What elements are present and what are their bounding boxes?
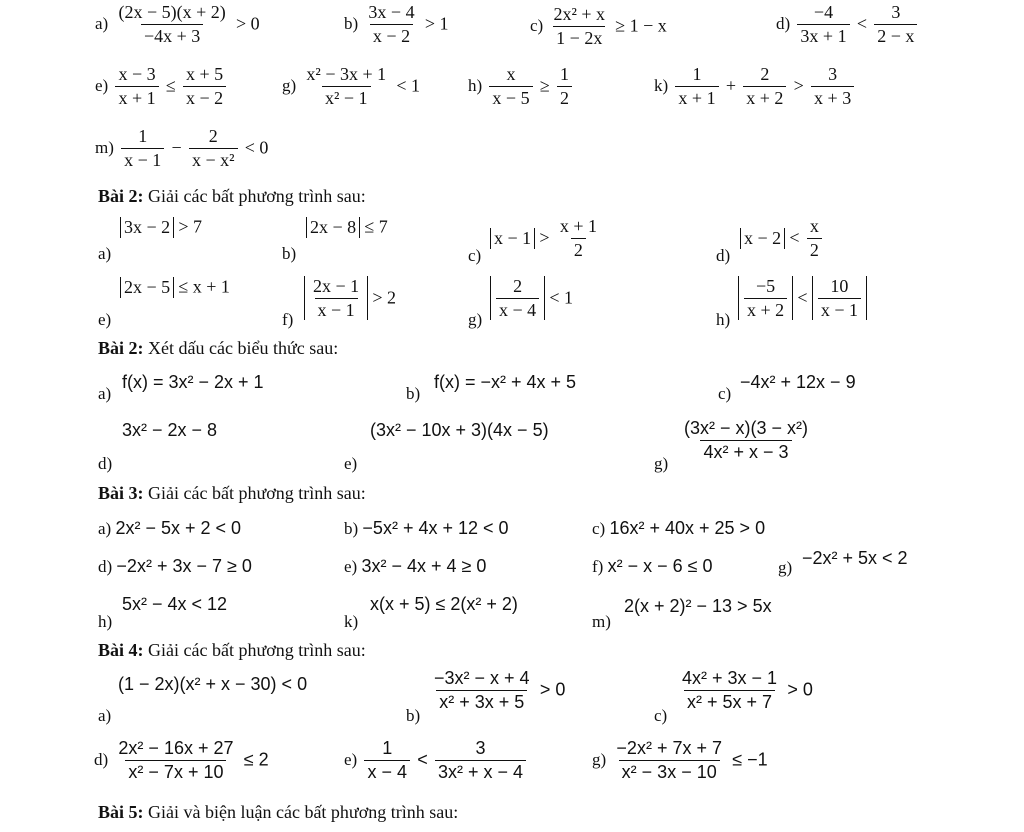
relation: < 1 [396, 75, 421, 96]
relation: ≤ 2 [243, 749, 269, 770]
label: m) [592, 612, 611, 631]
numerator: 3 [891, 2, 901, 22]
denominator: 2 [807, 238, 822, 261]
label: b) [406, 384, 421, 403]
denominator: x + 1 [675, 86, 718, 109]
label: e) [344, 750, 358, 770]
relation: > [793, 75, 804, 96]
label: h) [716, 310, 731, 329]
label: b) [344, 519, 359, 538]
denominator: 3x² + x − 4 [435, 760, 526, 783]
relation: > [539, 227, 550, 248]
heading-text: Giải các bất phương trình sau: [148, 640, 366, 660]
numerator: x + 1 [559, 216, 597, 236]
relation: < [417, 749, 428, 770]
numerator: 1 [692, 64, 702, 84]
numerator: 2x² + x [553, 4, 606, 24]
exercise-3d [98, 556, 252, 577]
expression: 2(x + 2)² − 13 > 5x [624, 596, 772, 616]
denominator: x − 4 [364, 760, 410, 783]
absolute-value: x − 2 [740, 228, 785, 249]
numerator: 2x² − 16x + 27 [118, 738, 234, 758]
denominator: x² − 7x + 10 [125, 760, 226, 783]
exercise-1e [95, 64, 229, 108]
relation: > 0 [787, 679, 813, 700]
expression: x(x + 5) ≤ 2(x² + 2) [370, 594, 518, 614]
section-heading-bai-5 [98, 802, 458, 823]
relation: > 1 [424, 13, 449, 34]
numerator: x [809, 216, 819, 236]
expression: −2x² + 3x − 7 ≥ 0 [116, 556, 252, 576]
label: c) [718, 384, 732, 403]
numerator: 3 [828, 64, 838, 84]
denominator: x² − 1 [322, 86, 371, 109]
numerator: 3 [475, 738, 486, 758]
numerator: −3x² − x + 4 [434, 668, 530, 688]
exercise-3f [592, 556, 713, 577]
expression: −2x² + 5x < 2 [802, 548, 908, 568]
section-heading-bai-4 [98, 640, 366, 661]
section-heading-bai-3 [98, 483, 366, 504]
denominator: x + 3 [811, 86, 854, 109]
heading-text: Giải và biện luận các bất phương trình sau: [148, 802, 459, 822]
relation: < [789, 227, 800, 248]
exercise-4g [592, 738, 768, 782]
denominator: −4x + 3 [141, 24, 203, 47]
exercise-4e [344, 738, 529, 782]
label: h) [468, 76, 483, 96]
expression: −5x² + 4x + 12 < 0 [362, 518, 509, 538]
relation: ≤ [165, 75, 176, 96]
label: a) [98, 706, 112, 725]
label: g) [592, 750, 607, 770]
label: c) [530, 16, 544, 36]
absolute-value: 2x − 8 [306, 217, 360, 238]
denominator: 4x² + x − 3 [700, 440, 791, 463]
exercise-1b [344, 2, 448, 46]
exercise-3a [98, 518, 241, 539]
numerator: 2 [208, 126, 218, 146]
numerator: x − 3 [118, 64, 156, 84]
relation: < [856, 13, 867, 34]
expression: (3x² − 10x + 3)(4x − 5) [370, 420, 549, 440]
heading-number: Bài 3: [98, 483, 144, 503]
label: e) [344, 454, 358, 473]
expression: 3x² − 2x − 8 [122, 420, 218, 440]
heading-text: Giải các bất phương trình sau: [148, 186, 366, 206]
section-heading-bai-2 [98, 186, 366, 207]
label: b) [282, 244, 297, 263]
denominator: 2 [557, 86, 572, 109]
label: e) [344, 557, 358, 576]
label: b) [406, 706, 421, 725]
exercise-1k [654, 64, 857, 108]
heading-number: Bài 2: [98, 186, 144, 206]
denominator: x² + 3x + 5 [436, 690, 527, 713]
exercise-1d [776, 2, 920, 46]
denominator: x − 4 [496, 298, 539, 321]
label: e) [95, 76, 109, 96]
relation: < 1 [549, 287, 574, 308]
numerator: 1 [382, 738, 393, 758]
exercise-3c [592, 518, 765, 539]
numerator: 1 [559, 64, 569, 84]
label: c) [654, 706, 668, 725]
relation: > 2 [372, 287, 397, 308]
label: d) [716, 246, 731, 265]
denominator: x − 1 [315, 298, 358, 321]
label: k) [344, 612, 359, 631]
label: d) [94, 750, 109, 770]
numerator: 3x − 4 [368, 2, 415, 22]
relation: ≤ 7 [364, 216, 388, 237]
label: g) [468, 310, 483, 329]
label: g) [654, 454, 669, 473]
denominator: x² + 5x + 7 [684, 690, 775, 713]
denominator: x − 2 [370, 24, 413, 47]
relation: > 0 [236, 13, 260, 34]
heading-number: Bài 4: [98, 640, 144, 660]
heading-number: Bài 5: [98, 802, 144, 822]
denominator: x − x² [189, 148, 238, 171]
label: k) [654, 76, 669, 96]
absolute-value: 3x − 2 [120, 217, 174, 238]
numerator: 1 [138, 126, 148, 146]
exercise-3e [344, 556, 486, 577]
absolute-value: x − 1 [490, 228, 535, 249]
denominator: x − 5 [489, 86, 532, 109]
numerator: (2x − 5)(x + 2) [118, 2, 226, 22]
heading-text: Giải các bất phương trình sau: [148, 483, 366, 503]
label: a) [98, 384, 112, 403]
exercise-3b [344, 518, 509, 539]
numerator: 2x − 1 [313, 276, 360, 296]
label: c) [592, 519, 606, 538]
label: e) [98, 310, 112, 329]
denominator: 2 [571, 238, 586, 261]
absolute-value: 2x − 5 [120, 277, 174, 298]
relation: > 7 [178, 216, 203, 237]
denominator: x − 1 [121, 148, 164, 171]
label: f) [282, 310, 294, 329]
label: g) [778, 558, 793, 577]
expression: x² − x − 6 ≤ 0 [607, 556, 713, 576]
relation: ≤ x + 1 [178, 276, 230, 297]
expression: (1 − 2x)(x² + x − 30) < 0 [118, 674, 308, 694]
exercise-1a [95, 2, 260, 46]
exercise-1h [468, 64, 575, 108]
section-heading-bai-2-sign [98, 338, 338, 359]
numerator: (3x² − x)(3 − x²) [684, 418, 809, 438]
relation: ≥ 1 − x [615, 15, 667, 36]
label: f) [592, 557, 604, 576]
label: a) [98, 244, 112, 263]
operator: − [171, 137, 182, 158]
relation: ≤ −1 [732, 749, 768, 770]
heading-text: Xét dấu các biểu thức sau: [148, 338, 339, 358]
expression: 3x² − 4x + 4 ≥ 0 [361, 556, 487, 576]
label: g) [282, 76, 297, 96]
denominator: 1 − 2x [553, 26, 605, 49]
label: d) [776, 14, 791, 34]
expression: 16x² + 40x + 25 > 0 [609, 518, 766, 538]
expression: f(x) = −x² + 4x + 5 [434, 372, 577, 392]
denominator: x − 2 [183, 86, 226, 109]
label: h) [98, 612, 113, 631]
label: d) [98, 557, 113, 576]
exercise-1g [282, 64, 420, 108]
numerator: x [506, 64, 516, 84]
exercise-1m [95, 126, 268, 170]
label: m) [95, 138, 114, 158]
exercise-1c [530, 4, 667, 48]
numerator: 10 [830, 276, 849, 296]
label: a) [95, 14, 109, 34]
numerator: 2 [760, 64, 770, 84]
relation: < 0 [244, 137, 269, 158]
label: d) [98, 454, 113, 473]
exercise-4d [94, 738, 269, 782]
expression: f(x) = 3x² − 2x + 1 [122, 372, 264, 392]
label: b) [344, 14, 359, 34]
numerator: −4 [813, 2, 834, 22]
denominator: x² − 3x − 10 [619, 760, 720, 783]
label: a) [98, 519, 112, 538]
expression: −4x² + 12x − 9 [740, 372, 856, 392]
denominator: x − 1 [818, 298, 861, 321]
denominator: x + 1 [115, 86, 158, 109]
label: c) [468, 246, 482, 265]
expression: 2x² − 5x + 2 < 0 [115, 518, 242, 538]
numerator: x² − 3x + 1 [306, 64, 387, 84]
numerator: −5 [756, 276, 776, 296]
numerator: 2 [513, 276, 523, 296]
expression: 5x² − 4x < 12 [122, 594, 228, 614]
heading-number: Bài 2: [98, 338, 144, 358]
relation: > 0 [539, 679, 566, 700]
denominator: x + 2 [744, 298, 787, 321]
relation: ≥ [539, 75, 550, 96]
numerator: −2x² + 7x + 7 [616, 738, 722, 758]
numerator: 4x² + 3x − 1 [682, 668, 778, 688]
denominator: 3x + 1 [797, 24, 849, 47]
relation: < [797, 287, 808, 308]
denominator: 2 − x [874, 24, 917, 47]
numerator: x + 5 [186, 64, 224, 84]
denominator: x + 2 [743, 86, 786, 109]
operator: + [725, 75, 736, 96]
